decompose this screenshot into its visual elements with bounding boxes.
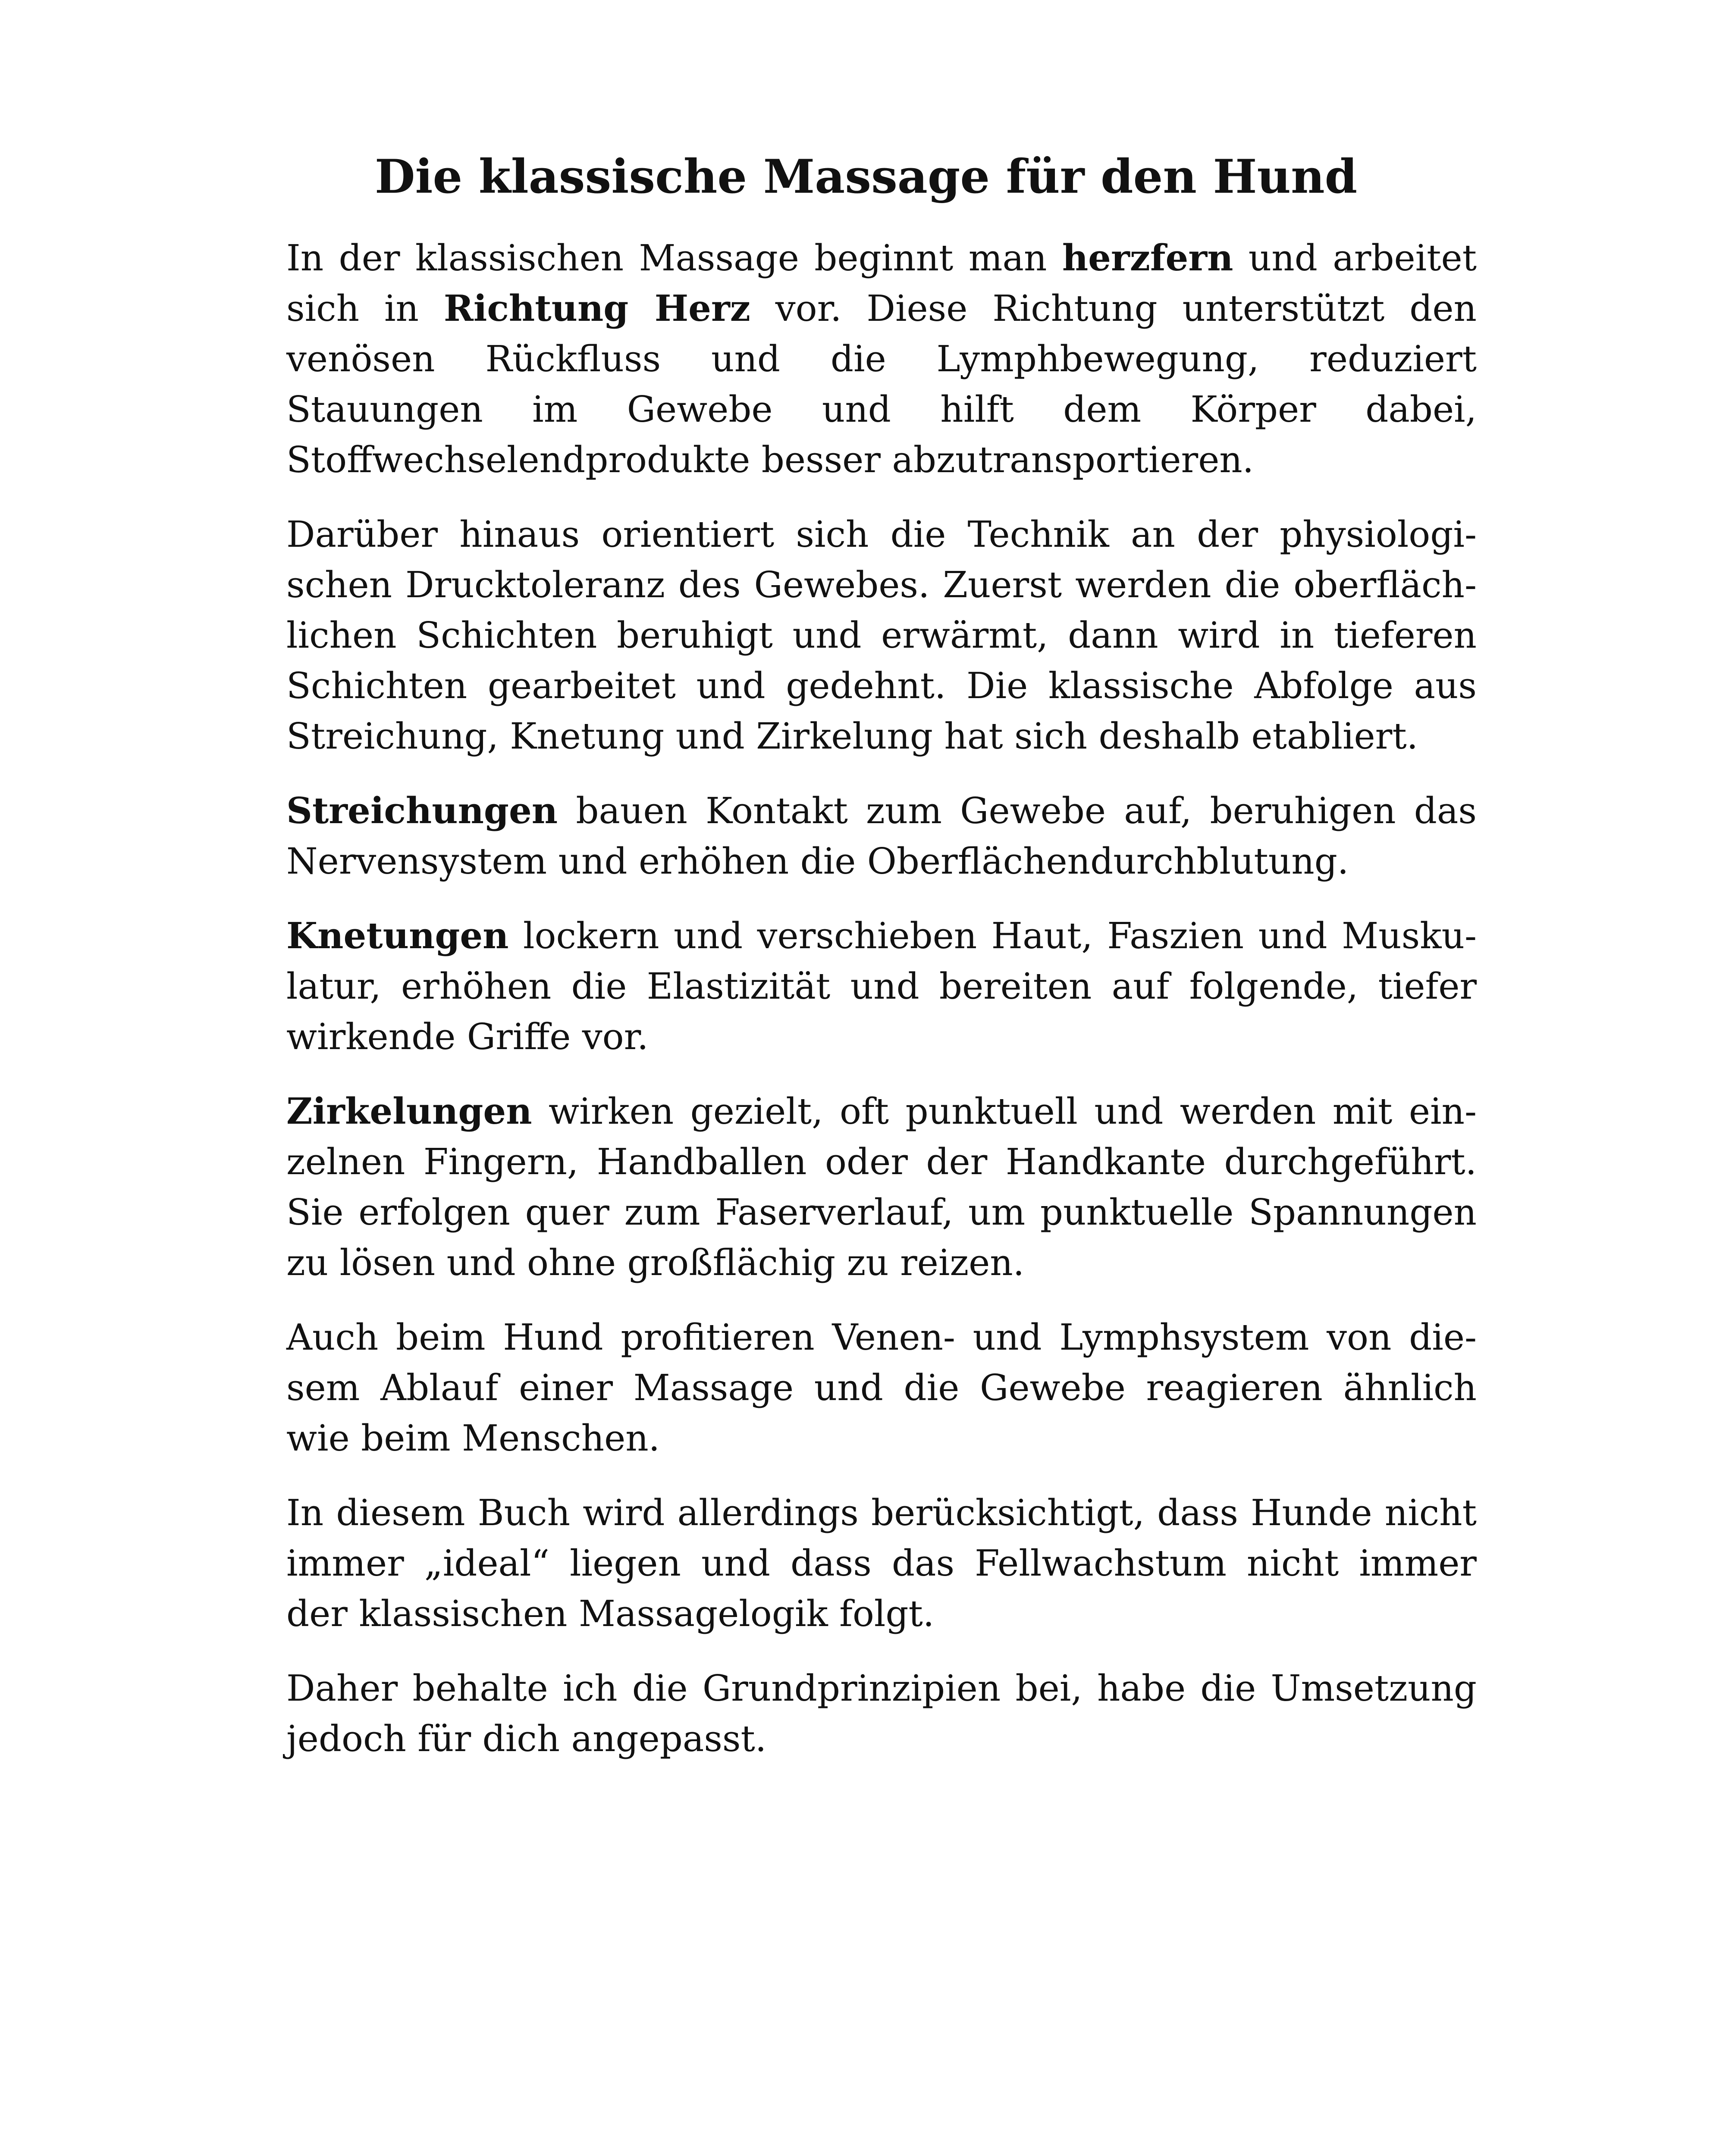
paragraph-zirkelungen (286, 1086, 1477, 1288)
text-segment: Darüber hinaus orientiert sich die Technik an der physiologischen Drucktoleranz des Gewebes. Zuerst werden die oberflächlichen Schichten beruhigt und erwärmt, dann wird in tieferen Schichten gearbeitet und gedehnt. Die klassische Abfolge aus Streichung, Knetung und Zirkelung hat sich deshalb etabliert. (286, 514, 1477, 757)
paragraph-streichungen (286, 786, 1477, 887)
text-segment: wirken gezielt, oft punktuell und werden mit einzelnen Fingern, Handballen oder der Handkante durchgeführt. Sie erfolgen quer zum Faserverlauf, um punktuelle Spannungen zu lösen und ohne großflächig zu reizen. (286, 1091, 1477, 1284)
text-segment: Auch beim Hund profitieren Venen- und Lymphsystem von diesem Ablauf einer Massage und die Gewebe reagieren ähnlich wie beim Menschen. (286, 1316, 1477, 1459)
paragraph-grundprinzipien (286, 1663, 1477, 1764)
paragraph-intro (286, 233, 1477, 485)
text-segment: und arbeitet sich in (286, 237, 1477, 329)
text-segment: lockern und verschieben Haut, Faszien und Muskulatur, erhöhen die Elastizität und bereiten auf folgende, tiefer wirkende Griffe vor. (286, 915, 1477, 1058)
paragraph-knetungen (286, 911, 1477, 1062)
bold-term-zirkelungen: Zirkelungen (286, 1090, 532, 1132)
paragraph-technique (286, 509, 1477, 761)
text-segment: In diesem Buch wird allerdings berücksichtigt, dass Hunde nicht immer „ideal“ liegen und dass das Fellwachstum nicht immer der klassischen Massagelogik folgt. (286, 1492, 1477, 1635)
text-segment: bauen Kontakt zum Gewebe auf, beruhigen das Nervensystem und erhöhen die Oberflächendurchblutung. (286, 790, 1477, 882)
text-segment: Daher behalte ich die Grundprinzipien bei, habe die Umsetzung jedoch für dich angepasst. (286, 1667, 1477, 1760)
text-segment: vor. Diese Richtung unterstützt den venösen Rückfluss und die Lymphbewegung, reduziert Stauungen im Gewebe und hilft dem Körper dabei, Stoffwechselendprodukte besser abzutransportieren. (286, 288, 1477, 481)
body-text (286, 233, 1477, 1788)
text-segment: In der klassischen Massage beginnt man (286, 237, 1062, 279)
bold-term-knetungen: Knetungen (286, 915, 509, 957)
bold-term-streichungen: Streichungen (286, 790, 558, 832)
paragraph-buch (286, 1488, 1477, 1639)
paragraph-hund (286, 1312, 1477, 1463)
page-title: Die klassische Massage für den Hund (374, 150, 1358, 204)
bold-term-herzfern: herzfern (1062, 237, 1233, 279)
bold-term-richtung-herz: Richtung Herz (443, 287, 750, 329)
